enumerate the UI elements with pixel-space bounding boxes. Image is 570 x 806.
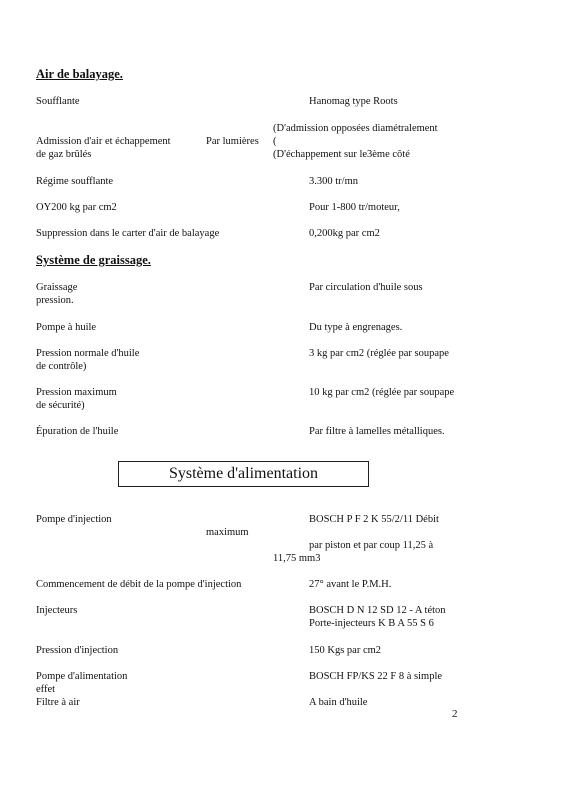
graissage-label-1: Graissage [36,282,78,293]
regime-value: 3.300 tr/mn [309,176,358,187]
injecteurs-value-2: Porte-injecteurs K B A 55 S 6 [309,618,434,629]
section-heading-air: Air de balayage. [36,67,123,81]
pompe-huile-label: Pompe à huile [36,322,97,333]
pression-normale-label-2: de contrôle) [36,361,87,372]
pompe-injection-value-3: 11,75 mm3 [273,553,321,564]
pompe-injection-label: Pompe d'injection [36,514,112,525]
debut-debit-label: Commencement de débit de la pompe d'injection [36,579,242,590]
soufflante-value: Hanomag type Roots [309,96,398,107]
section-heading-alimentation: Système d'alimentation [118,461,369,487]
filtre-air-label: Filtre à air [36,697,80,708]
pression-normale-value: 3 kg par cm2 (réglée par soupape [309,348,449,359]
pression-maximum-value: 10 kg par cm2 (réglée par soupape [309,387,455,398]
pression-normale-label-1: Pression normale d'huile [36,348,140,359]
epuration-label: Épuration de l'huile [36,426,119,437]
pression-injection-label: Pression d'injection [36,645,119,656]
graissage-value: Par circulation d'huile sous [309,282,423,293]
pompe-huile-value: Du type à engrenages. [309,322,403,333]
pompe-injection-value-1: BOSCH P F 2 K 55/2/11 Débit [309,514,439,525]
oy-value: Pour 1-800 tr/moteur, [309,202,400,213]
injecteurs-value-1: BOSCH D N 12 SD 12 - A téton [309,605,446,616]
pression-maximum-label-2: de sécurité) [36,400,85,411]
admission-label-1: Admission d'air et échappement [36,136,171,147]
pompe-alimentation-label-2: effet [36,684,56,695]
soufflante-label: Soufflante [36,96,80,107]
suppression-label: Suppression dans le carter d'air de balayage [36,228,220,239]
suppression-value: 0,200kg par cm2 [309,228,380,239]
pompe-injection-mid: maximum [206,527,249,538]
debut-debit-value: 27° avant le P.M.H. [309,579,392,590]
regime-label: Régime soufflante [36,176,114,187]
admission-value-1: (D'admission opposées diamétralement [273,123,438,134]
admission-label-2: de gaz brûlés [36,149,92,160]
pompe-alimentation-value: BOSCH FP/KS 22 F 8 à simple [309,671,443,682]
section-heading-graissage: Système de graissage. [36,253,151,267]
pression-injection-value: 150 Kgs par cm2 [309,645,382,656]
injecteurs-label: Injecteurs [36,605,78,616]
page-number: 2 [452,708,458,720]
pompe-injection-value-2: par piston et par coup 11,25 à [309,540,434,551]
admission-value-2: ( [273,136,277,147]
admission-mid: Par lumières [206,136,259,147]
filtre-air-value: A bain d'huile [309,697,368,708]
oy-label: OY200 kg par cm2 [36,202,117,213]
graissage-label-2: pression. [36,295,74,306]
pression-maximum-label-1: Pression maximum [36,387,117,398]
admission-value-3: (D'échappement sur le3ème côté [273,149,410,160]
pompe-alimentation-label-1: Pompe d'alimentation [36,671,128,682]
epuration-value: Par filtre à lamelles métalliques. [309,426,445,437]
